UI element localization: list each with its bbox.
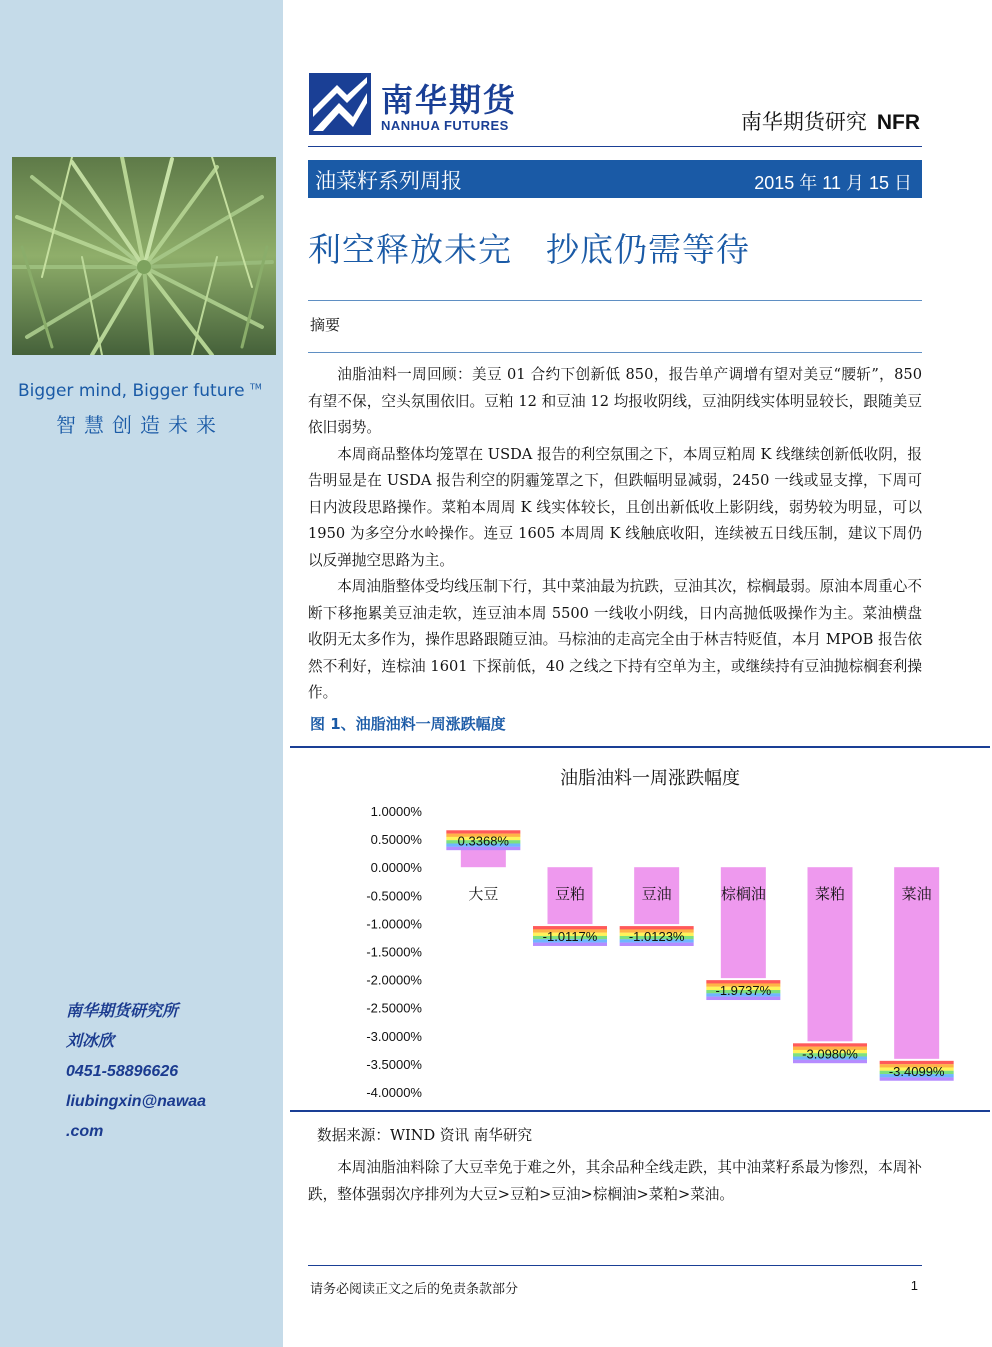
conclusion-paragraph: 本周油脂油料除了大豆幸免于难之外，其余品种全线走跌，其中油菜籽系最为惨烈，本周补跌，整体强弱次序排列为大豆>豆粕>豆油>棕榈油>菜粕>菜油。	[308, 1159, 922, 1203]
chart-title: 油脂油料一周涨跌幅度	[560, 768, 740, 789]
contact-org: 南华期货研究所	[66, 1003, 179, 1020]
bar	[461, 848, 506, 867]
report-headline: 利空释放未完 抄底仍需等待	[308, 230, 750, 269]
y-tick-label: -3.5000%	[366, 1056, 422, 1072]
data-label: -1.0117%	[542, 929, 598, 945]
abstract-paragraph: 本周油脂整体受均线压制下行，其中菜油最为抗跌，豆油其次，棕榈最弱。原油本周重心不断下移拖累美豆油走软，连豆油本周 5500 一线收小阴线，日内高抛低吸操作为主。菜油横盘收阴无太多作为，操作思路跟随豆油。马棕油的走高完全由于林吉特贬值，本月 MPOB 报告依然不利好，连棕油 1601 下探前低，40 之线之下持有空单为主，或继续持有豆油抛棕榈套利操作。	[308, 578, 922, 701]
y-tick-label: 0.5000%	[370, 832, 422, 848]
y-tick-label: -0.5000%	[366, 888, 422, 904]
abstract-paragraph: 油脂油料一周回顾：美豆 01 合约下创新低 850，报告单产调增有望对美豆“腰斩”，850 有望不保，空头氛围依旧。豆粕 12 和豆油 12 均报收阴线，豆油阴线实体明显较长，跟随美豆依旧弱势。	[308, 366, 922, 436]
category-label: 大豆	[468, 885, 499, 904]
y-tick-label: -3.0000%	[366, 1028, 422, 1044]
slogan-en-text: Bigger mind, Bigger future	[18, 381, 245, 401]
nanhua-logo-icon	[309, 73, 371, 135]
slogan-english	[18, 381, 262, 401]
y-tick-label: -2.5000%	[366, 1000, 422, 1016]
data-label: 0.3368%	[457, 833, 509, 849]
abstract-body	[308, 362, 922, 707]
contact-phone: 0451-58896626	[66, 1063, 179, 1080]
slogan-chinese: 智慧创造未来	[56, 413, 224, 437]
logo-chinese-name: 南华期货	[381, 81, 518, 119]
category-label: 菜油	[901, 885, 932, 904]
data-label: -1.0123%	[628, 929, 685, 945]
logo-english-name: NANHUA FUTURES	[381, 118, 509, 133]
footer-divider	[308, 1265, 922, 1266]
figure-caption: 图 1、油脂油料一周涨跌幅度	[310, 715, 506, 733]
data-source: 数据来源：WIND 资讯 南华研究	[317, 1127, 533, 1144]
header-brand	[741, 106, 920, 136]
y-tick-label: 1.0000%	[370, 804, 422, 819]
bar	[721, 867, 766, 978]
weekly-change-chart	[290, 752, 990, 1109]
header-brand-en: NFR	[876, 111, 920, 134]
series-banner	[308, 160, 922, 198]
header-brand-cn: 南华期货研究	[740, 110, 867, 134]
data-label: -3.4099%	[888, 1063, 945, 1079]
sidebar	[0, 0, 283, 1347]
y-tick-label: -4.0000%	[366, 1085, 422, 1100]
contact-block	[66, 997, 206, 1147]
y-tick-label: 0.0000%	[370, 860, 422, 876]
data-label: -1.9737%	[715, 983, 772, 999]
abstract-paragraph: 本周商品整体均笼罩在 USDA 报告的利空氛围之下，本周豆粕周 K 线继续创新低收阴，报告明显是在 USDA 报告利空的阴霾笼罩之下，但跌幅明显减弱，2450 一线或显支撑，下周可日内波段思路操作。菜粕本周周 K 线实体较长，且创出新低收上影阴线，弱势较为明显，可以 1950 为多空分水岭操作。连豆 1605 本周周 K 线触底收阳，连续被五日线压制，建议下周仍以反弹抛空思路为主。	[308, 445, 922, 569]
page-number: 1	[910, 1278, 918, 1293]
data-label: -3.0980%	[802, 1046, 858, 1062]
report-date: 2015 年 11 月 15 日	[754, 173, 912, 193]
category-label: 豆粕	[554, 885, 586, 904]
y-tick-label: -2.0000%	[366, 972, 422, 988]
conclusion-body	[308, 1155, 922, 1208]
contact-author: 刘冰欣	[66, 1033, 115, 1050]
rapeseed-photo	[12, 157, 276, 355]
category-label: 豆油	[641, 885, 672, 904]
header-divider	[308, 146, 922, 147]
y-tick-label: -1.0000%	[366, 916, 422, 932]
category-label: 棕榈油	[720, 885, 766, 904]
abstract-divider	[308, 352, 922, 353]
category-label: 菜粕	[814, 885, 846, 904]
company-logo	[309, 73, 535, 135]
headline-divider	[308, 300, 922, 301]
y-tick-label: -1.5000%	[366, 944, 422, 960]
series-name: 油菜籽系列周报	[315, 169, 462, 193]
footer-disclaimer: 请务必阅读正文之后的免责条款部分	[310, 1282, 519, 1297]
trademark-mark: TM	[249, 382, 262, 392]
abstract-label: 摘要	[310, 316, 341, 334]
figure-bottom-rule	[290, 1110, 990, 1112]
contact-email-line1: liubingxin@nawaa	[66, 1093, 207, 1110]
figure-top-rule	[290, 746, 990, 748]
contact-email-line2: .com	[66, 1123, 104, 1140]
